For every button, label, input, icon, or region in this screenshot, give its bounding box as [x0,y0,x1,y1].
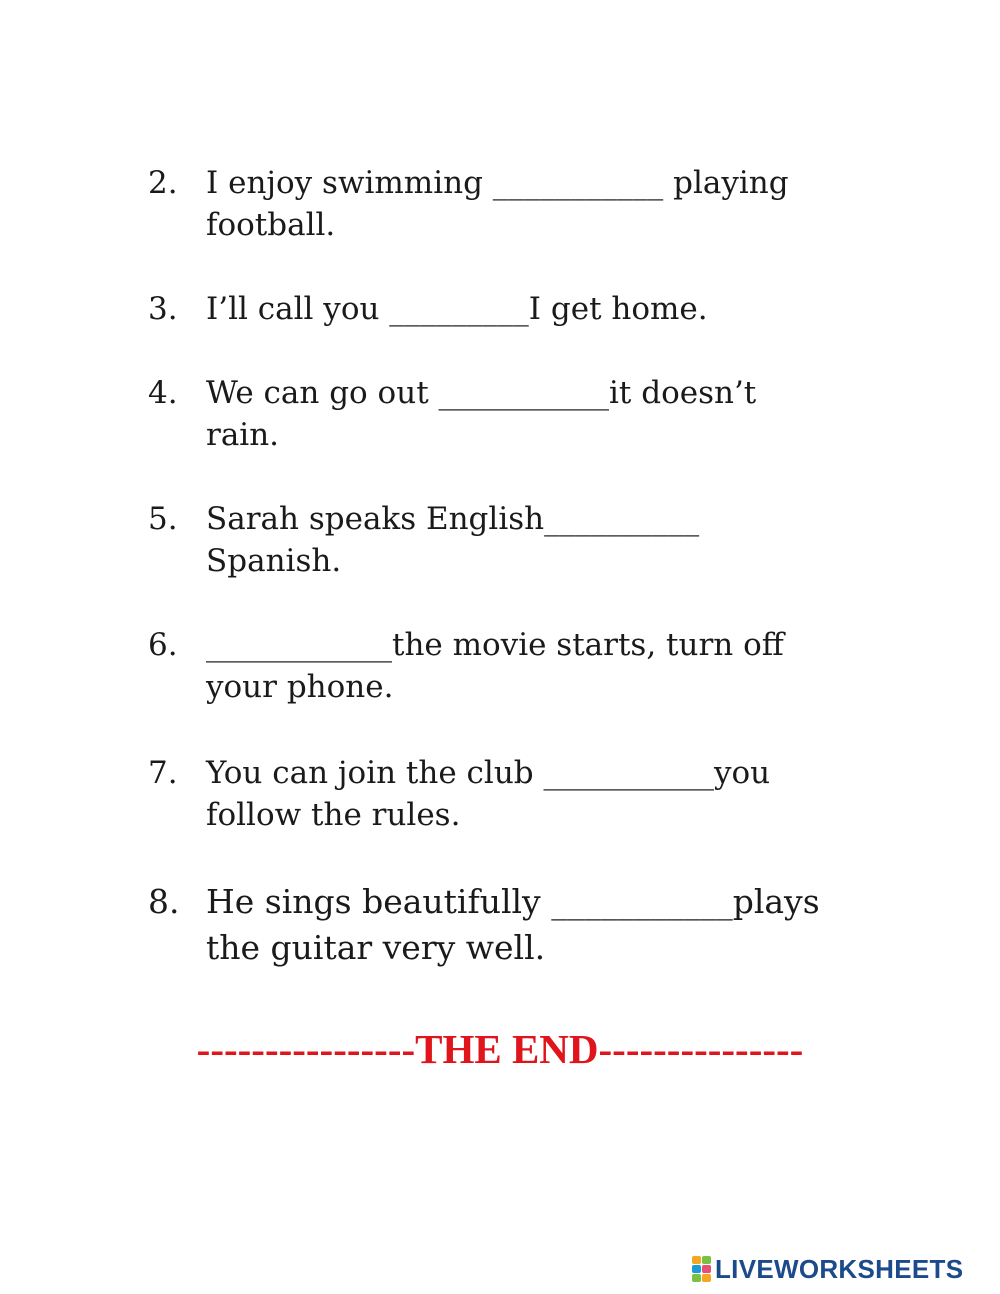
liveworksheets-logo-icon [692,1256,712,1282]
question-number: 7. [148,755,178,791]
question-text: I’ll call you _________I get home. [206,291,708,327]
brand-name: LIVEWORKSHEETS [715,1253,964,1284]
question-number: 6. [148,627,178,663]
question-number: 3. [148,291,178,327]
question-text: Sarah speaks English__________ Spanish. [206,501,700,579]
question-text: He sings beautifully ___________plays the guitar very well. [206,882,820,967]
question-text: I enjoy swimming ___________ playing football. [206,165,789,243]
liveworksheets-brand[interactable] [692,1254,963,1284]
question-text: We can go out ___________it doesn’t rain. [206,375,757,453]
the-end-banner: ----------------THE END--------------- [196,1026,804,1072]
question-text: You can join the club ___________you follow the rules. [206,755,771,833]
question-number: 4. [148,375,178,411]
question-number: 2. [148,165,178,201]
question-number: 5. [148,501,178,537]
question-text: ____________the movie starts, turn off your phone. [206,627,784,705]
question-number: 8. [148,882,180,921]
